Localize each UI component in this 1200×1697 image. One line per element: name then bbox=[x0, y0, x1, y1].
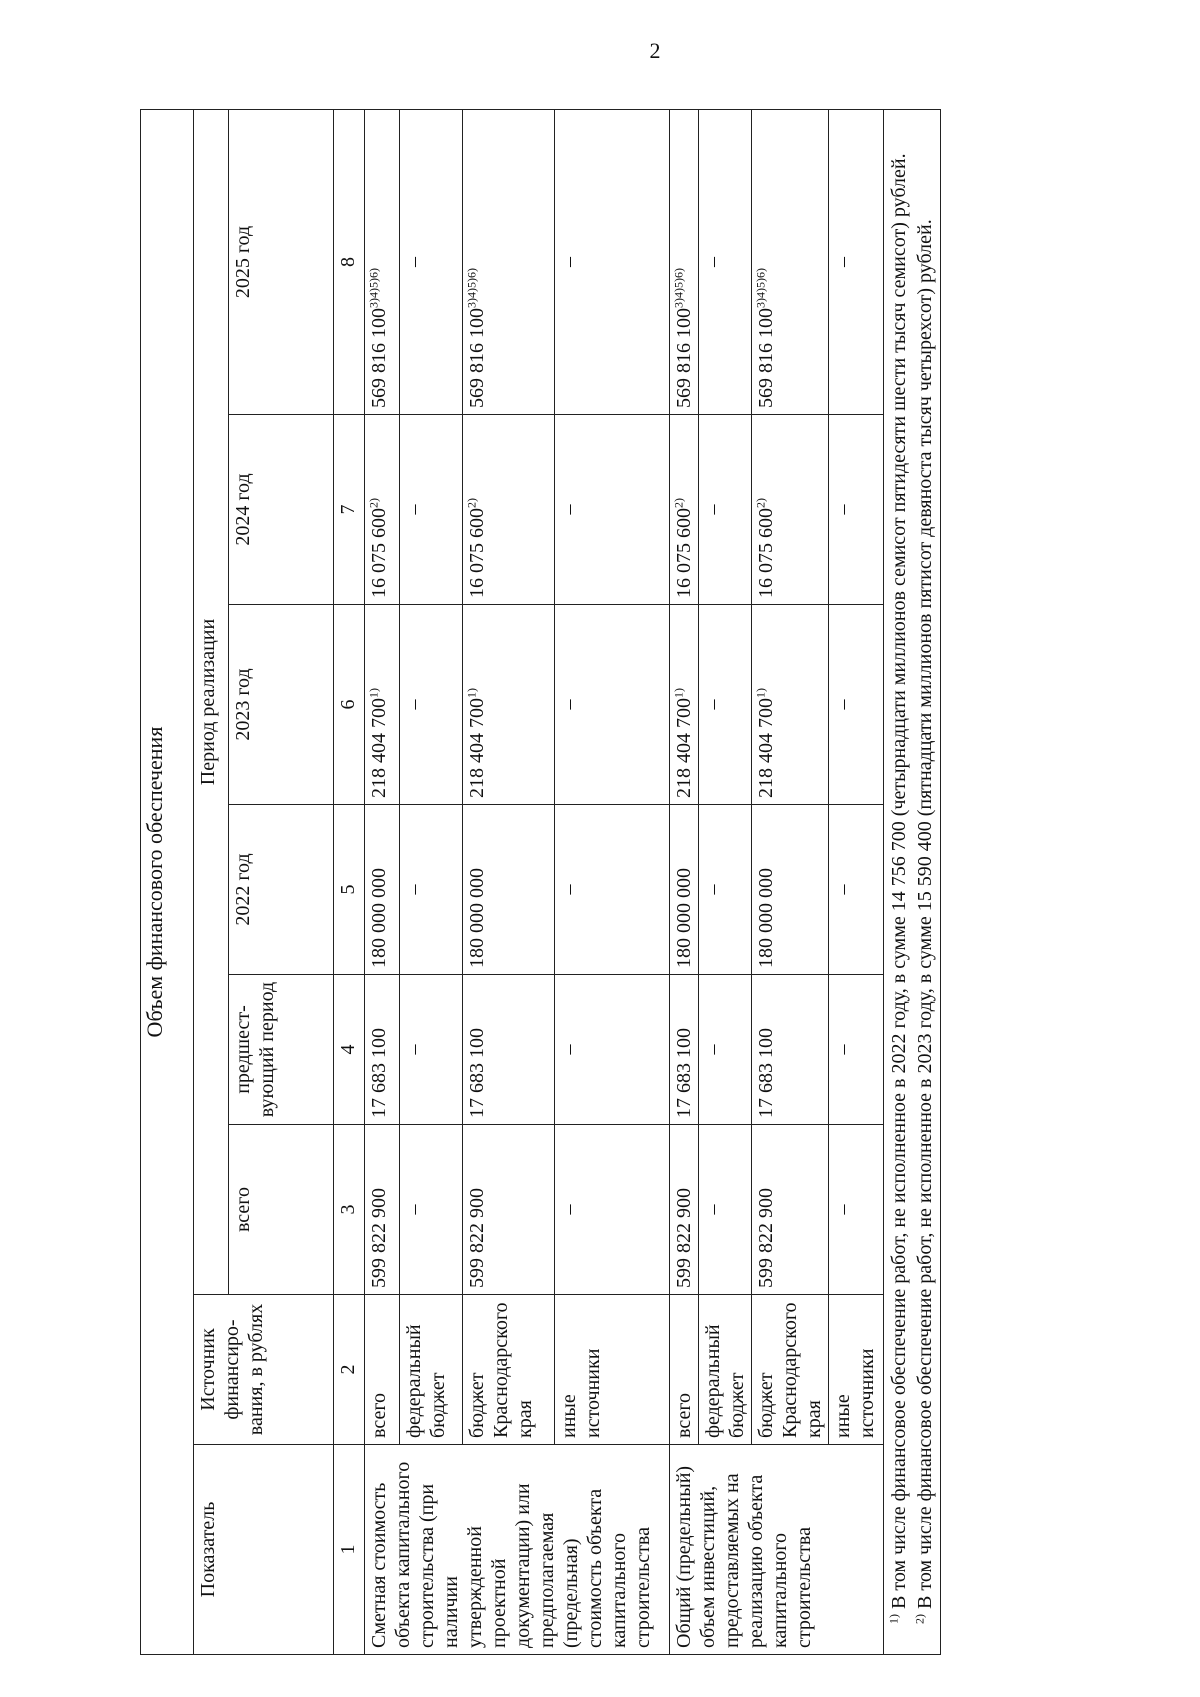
footnote-mark: 2) bbox=[912, 1614, 927, 1624]
footnote-mark: 2) bbox=[464, 498, 479, 508]
table-row bbox=[365, 109, 400, 1654]
table-row bbox=[670, 109, 699, 1654]
value-cell: 17 683 100 bbox=[365, 975, 400, 1125]
footnote-mark: 2) bbox=[366, 498, 381, 508]
value-text: 16 075 600 bbox=[368, 508, 390, 598]
value-cell: – bbox=[829, 109, 884, 414]
value-cell bbox=[670, 415, 699, 605]
value-cell: 180 000 000 bbox=[365, 805, 400, 975]
header-2023: 2023 год bbox=[229, 605, 334, 805]
value-cell bbox=[365, 415, 400, 605]
value-text: 569 816 100 bbox=[755, 308, 777, 408]
table-row bbox=[699, 109, 752, 1654]
header-2025: 2025 год bbox=[229, 109, 334, 414]
value-cell: – bbox=[399, 415, 462, 605]
footnote-1 bbox=[886, 116, 912, 1648]
footnote-mark: 3)4)5)6) bbox=[671, 268, 686, 308]
col-number: 6 bbox=[334, 605, 365, 805]
value-cell: – bbox=[699, 415, 752, 605]
header-indicator: Показатель bbox=[194, 1445, 334, 1655]
value-cell bbox=[462, 605, 554, 805]
value-cell bbox=[752, 109, 829, 414]
header-2024: 2024 год bbox=[229, 415, 334, 605]
value-cell bbox=[670, 605, 699, 805]
col-number: 2 bbox=[334, 1295, 365, 1445]
value-cell: – bbox=[699, 975, 752, 1125]
value-cell: – bbox=[829, 605, 884, 805]
footnote-mark: 1) bbox=[671, 688, 686, 698]
value-cell: 17 683 100 bbox=[752, 975, 829, 1125]
value-cell: – bbox=[829, 805, 884, 975]
footnote-2 bbox=[912, 116, 938, 1648]
source-cell: всего bbox=[670, 1295, 699, 1445]
value-text: 569 816 100 bbox=[673, 308, 695, 408]
value-cell bbox=[462, 109, 554, 414]
value-cell: 17 683 100 bbox=[670, 975, 699, 1125]
footnote-mark: 1) bbox=[366, 688, 381, 698]
value-cell: – bbox=[699, 805, 752, 975]
value-cell: 599 822 900 bbox=[365, 1125, 400, 1295]
value-cell bbox=[670, 109, 699, 414]
col-number: 3 bbox=[334, 1125, 365, 1295]
value-cell bbox=[365, 605, 400, 805]
header-total: всего bbox=[229, 1125, 334, 1295]
value-text: 218 404 700 bbox=[755, 698, 777, 798]
col-number: 1 bbox=[334, 1445, 365, 1655]
page-number: 2 bbox=[649, 38, 661, 63]
footnote-mark: 3)4)5)6) bbox=[464, 268, 479, 308]
footnote-mark: 2) bbox=[671, 498, 686, 508]
col-number: 5 bbox=[334, 805, 365, 975]
footnote-text: В том числе финансовое обеспечение работ, не исполненное в 2023 году, в сумме 15 590 400 (пятнадцати миллионов пятисот девяноста тысяч четырехсот) рублей. bbox=[914, 219, 936, 1614]
financing-table bbox=[140, 109, 941, 1655]
value-cell bbox=[462, 415, 554, 605]
col-number: 4 bbox=[334, 975, 365, 1125]
indicator-cell: Общий (предельный) объем инвестиций, предоставляемых на реализацию объекта капитального строительства bbox=[670, 1445, 884, 1655]
source-cell: всего bbox=[365, 1295, 400, 1445]
table-row bbox=[399, 109, 462, 1654]
value-text: 218 404 700 bbox=[368, 698, 390, 798]
header-prev: предшест-вующий период bbox=[229, 975, 334, 1125]
column-numbers-row bbox=[334, 109, 365, 1654]
value-cell: – bbox=[829, 1125, 884, 1295]
source-cell: иные источники bbox=[829, 1295, 884, 1445]
value-cell: – bbox=[699, 109, 752, 414]
value-cell: – bbox=[399, 605, 462, 805]
value-cell: – bbox=[555, 109, 670, 414]
footnotes bbox=[884, 109, 941, 1654]
value-text: 569 816 100 bbox=[465, 308, 488, 408]
header-source: Источник финансиро-вания, в рублях bbox=[194, 1295, 334, 1445]
footnote-text: В том числе финансовое обеспечение работ, не исполненное в 2022 году, в сумме 14 756 700 (четырнадцати миллионов семисот пятидесяти шести тысяч семисот) рублей. bbox=[888, 153, 910, 1614]
table-row bbox=[752, 109, 829, 1654]
value-cell: – bbox=[699, 1125, 752, 1295]
value-cell: – bbox=[829, 975, 884, 1125]
value-cell: – bbox=[555, 975, 670, 1125]
footnote-mark: 2) bbox=[753, 498, 768, 508]
value-text: 218 404 700 bbox=[673, 698, 695, 798]
table-title: Объем финансового обеспечения bbox=[141, 109, 194, 1654]
value-cell: – bbox=[699, 605, 752, 805]
footnote-mark: 1) bbox=[464, 688, 479, 698]
value-cell: – bbox=[399, 109, 462, 414]
value-cell: 599 822 900 bbox=[752, 1125, 829, 1295]
value-cell: 599 822 900 bbox=[462, 1125, 554, 1295]
value-cell: – bbox=[399, 805, 462, 975]
source-cell: бюджет Краснодарского края bbox=[752, 1295, 829, 1445]
value-cell: – bbox=[555, 415, 670, 605]
rotated-table-container bbox=[140, 110, 1105, 1655]
footnote-mark: 3)4)5)6) bbox=[366, 268, 381, 308]
source-cell: бюджет Краснодарского края bbox=[462, 1295, 554, 1445]
value-cell: 180 000 000 bbox=[752, 805, 829, 975]
value-cell: – bbox=[829, 415, 884, 605]
footnote-mark: 1) bbox=[886, 1614, 901, 1624]
value-text: 218 404 700 bbox=[465, 698, 488, 798]
col-number: 7 bbox=[334, 415, 365, 605]
table-row bbox=[462, 109, 554, 1654]
value-cell: 599 822 900 bbox=[670, 1125, 699, 1295]
source-cell: иные источники bbox=[555, 1295, 670, 1445]
value-text: 569 816 100 bbox=[368, 308, 390, 408]
table-row bbox=[829, 109, 884, 1654]
value-cell: 180 000 000 bbox=[462, 805, 554, 975]
footnote-mark: 3)4)5)6) bbox=[753, 268, 768, 308]
value-text: 16 075 600 bbox=[673, 508, 695, 598]
value-cell bbox=[365, 109, 400, 414]
value-cell: – bbox=[555, 605, 670, 805]
value-cell: – bbox=[555, 1125, 670, 1295]
value-cell: 180 000 000 bbox=[670, 805, 699, 975]
indicator-cell: Сметная стоимость объекта капитального строительства (при наличии утвержденной проектной документации) или предполагаемая (предельная) стоимость объекта капитального строительства bbox=[365, 1445, 670, 1655]
value-cell: 17 683 100 bbox=[462, 975, 554, 1125]
col-number: 8 bbox=[334, 109, 365, 414]
source-cell: федеральный бюджет bbox=[699, 1295, 752, 1445]
value-cell: – bbox=[399, 975, 462, 1125]
value-cell bbox=[752, 415, 829, 605]
table-row bbox=[555, 109, 670, 1654]
value-text: 16 075 600 bbox=[755, 508, 777, 598]
header-period: Период реализации bbox=[194, 109, 229, 1294]
source-cell: федеральный бюджет bbox=[399, 1295, 462, 1445]
value-cell: – bbox=[555, 805, 670, 975]
value-text: 16 075 600 bbox=[465, 508, 488, 598]
value-cell: – bbox=[399, 1125, 462, 1295]
header-2022: 2022 год bbox=[229, 805, 334, 975]
footnote-mark: 1) bbox=[753, 688, 768, 698]
value-cell bbox=[752, 605, 829, 805]
